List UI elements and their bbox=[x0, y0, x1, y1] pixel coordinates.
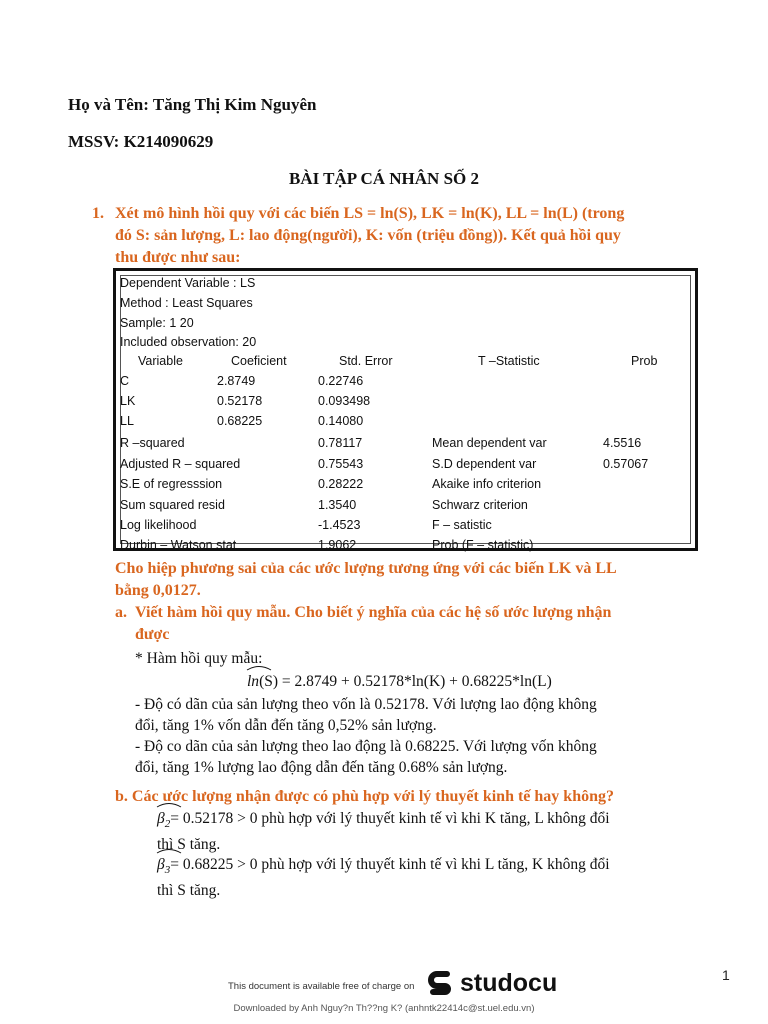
question-text bbox=[115, 203, 695, 269]
stat-label: Durbin – Watson stat bbox=[120, 538, 237, 552]
stat-value: 0.78117 bbox=[318, 436, 363, 450]
stat-value: -1.4523 bbox=[318, 518, 361, 532]
page-number: 1 bbox=[722, 967, 730, 983]
covariance-line: bằng 0,0127. bbox=[115, 582, 201, 599]
included-observations: Included observation: 20 bbox=[120, 335, 257, 349]
coef-row-std-error: 0.14080 bbox=[318, 414, 364, 428]
footer-download-info: Downloaded by Anh Nguy?n Th??ng K? (anhntk22414c@st.uel.edu.vn) bbox=[233, 1003, 535, 1014]
stat-value-right: 0.57067 bbox=[603, 457, 649, 471]
coef-row-coefficient: 2.8749 bbox=[217, 374, 256, 388]
coef-row-std-error: 0.22746 bbox=[318, 374, 364, 388]
studocu-s-icon bbox=[425, 968, 457, 1000]
part-a-question bbox=[135, 602, 715, 646]
coef-row-variable: C bbox=[120, 374, 130, 388]
hat-icon bbox=[246, 665, 272, 671]
footer-availability: This document is available free of charge on bbox=[228, 981, 415, 992]
sample-regression-equation bbox=[247, 671, 552, 692]
beta-subscript: 2 bbox=[164, 818, 171, 831]
beta2-explanation bbox=[157, 808, 717, 855]
beta3-line2: thì S tăng. bbox=[157, 882, 221, 900]
elasticity-line: - Độ có dãn của sản lượng theo vốn là 0.52178. Với lượng lao động không bbox=[135, 696, 597, 713]
stat-label: S.E of regresssion bbox=[120, 477, 223, 491]
elasticity-line: - Độ co dãn của sản lượng theo lao động là 0.68225. Với lượng vốn không bbox=[135, 738, 597, 755]
beta2-symbol bbox=[157, 808, 170, 835]
stat-value: 0.75543 bbox=[318, 457, 364, 471]
covariance-note bbox=[115, 558, 715, 602]
column-header-coefficient: Coeficient bbox=[231, 354, 287, 368]
question-number: 1. bbox=[92, 205, 104, 222]
stat-label: Adjusted R – squared bbox=[120, 457, 241, 471]
equation-lhs bbox=[247, 671, 259, 692]
part-b-heading: b. Các ước lượng nhận được có phù hợp với lý thuyết kinh tế hay không? bbox=[115, 788, 614, 805]
regression-output-table bbox=[113, 268, 698, 551]
coef-row-variable: LK bbox=[120, 394, 136, 408]
part-a-line: được bbox=[135, 626, 170, 643]
covariance-line: Cho hiệp phương sai của các ước lượng tương ứng với các biến LK và LL bbox=[115, 560, 617, 577]
beta2-line bbox=[157, 808, 717, 835]
coef-row-coefficient: 0.68225 bbox=[217, 414, 263, 428]
beta-letter: β bbox=[157, 810, 165, 827]
stat-label-right: S.D dependent var bbox=[432, 457, 537, 471]
method: Method : Least Squares bbox=[120, 296, 253, 310]
student-id: MSSV: K214090629 bbox=[68, 132, 214, 151]
elasticity-explanations bbox=[135, 694, 735, 778]
column-header-t-statistic: T –Statistic bbox=[478, 354, 540, 368]
equation-rhs: (S) = 2.8749 + 0.52178*ln(K) + 0.68225*ln(L) bbox=[259, 673, 552, 690]
part-a-line: Viết hàm hồi quy mẫu. Cho biết ý nghĩa của các hệ số ước lượng nhận bbox=[135, 604, 612, 621]
column-header-std-error: Std. Error bbox=[339, 354, 393, 368]
hat-icon bbox=[156, 848, 182, 854]
question-line: Xét mô hình hồi quy với các biến LS = ln(S), LK = ln(K), LL = ln(L) (trong bbox=[115, 205, 625, 222]
beta3-explanation bbox=[157, 854, 717, 901]
studocu-logo-icon[interactable] bbox=[425, 968, 457, 1000]
stat-label-right: Mean dependent var bbox=[432, 436, 547, 450]
part-a-label: a. bbox=[115, 604, 127, 621]
elasticity-line: đổi, tăng 1% vốn dẫn đến tăng 0,52% sản lượng. bbox=[135, 717, 437, 734]
stat-label-right: Akaike info criterion bbox=[432, 477, 542, 491]
studocu-brand[interactable]: studocu bbox=[460, 969, 558, 997]
elasticity-line: đổi, tăng 1% lượng lao động dẫn đến tăng 0.68% sản lượng. bbox=[135, 759, 508, 776]
column-header-prob: Prob bbox=[631, 354, 658, 368]
student-name: Họ và Tên: Tăng Thị Kim Nguyên bbox=[68, 95, 317, 114]
stat-label: Sum squared resid bbox=[120, 498, 225, 512]
beta2-text: = 0.52178 > 0 phù hợp với lý thuyết kinh tế vì khi K tăng, L không đổi bbox=[170, 810, 610, 827]
sample: Sample: 1 20 bbox=[120, 316, 194, 330]
stat-value-right: 4.5516 bbox=[603, 436, 642, 450]
stat-value: 0.28222 bbox=[318, 477, 364, 491]
stat-label-right: F – satistic bbox=[432, 518, 492, 532]
stat-label: R –squared bbox=[120, 436, 185, 450]
stat-label: Log likelihood bbox=[120, 518, 197, 532]
sample-regression-heading: * Hàm hồi quy mẫu: bbox=[135, 650, 263, 667]
column-header-variable: Variable bbox=[138, 354, 183, 368]
equation-ln: ln bbox=[247, 673, 260, 690]
stat-label-right: Prob (F – statistic) bbox=[432, 538, 534, 552]
beta3-symbol bbox=[157, 854, 170, 881]
stat-value: 1.3540 bbox=[318, 498, 357, 512]
hat-icon bbox=[156, 802, 182, 808]
beta3-text: = 0.68225 > 0 phù hợp với lý thuyết kinh tế vì khi L tăng, K không đổi bbox=[170, 856, 610, 873]
coef-row-coefficient: 0.52178 bbox=[217, 394, 263, 408]
beta2-line2: thì S tăng. bbox=[157, 836, 221, 854]
document-title: BÀI TẬP CÁ NHÂN SỐ 2 bbox=[288, 169, 480, 188]
beta3-line bbox=[157, 854, 717, 881]
question-line: thu được như sau: bbox=[115, 249, 241, 266]
question-line: đó S: sản lượng, L: lao động(người), K: vốn (triệu đồng)). Kết quả hồi quy bbox=[115, 227, 621, 244]
dependent-variable: Dependent Variable : LS bbox=[120, 276, 256, 290]
coef-row-variable: LL bbox=[120, 414, 134, 428]
stat-label-right: Schwarz criterion bbox=[432, 498, 528, 512]
coef-row-std-error: 0.093498 bbox=[318, 394, 371, 408]
stat-value: 1.9062 bbox=[318, 538, 357, 552]
beta-letter: β bbox=[157, 856, 165, 873]
beta-subscript: 3 bbox=[164, 864, 171, 877]
